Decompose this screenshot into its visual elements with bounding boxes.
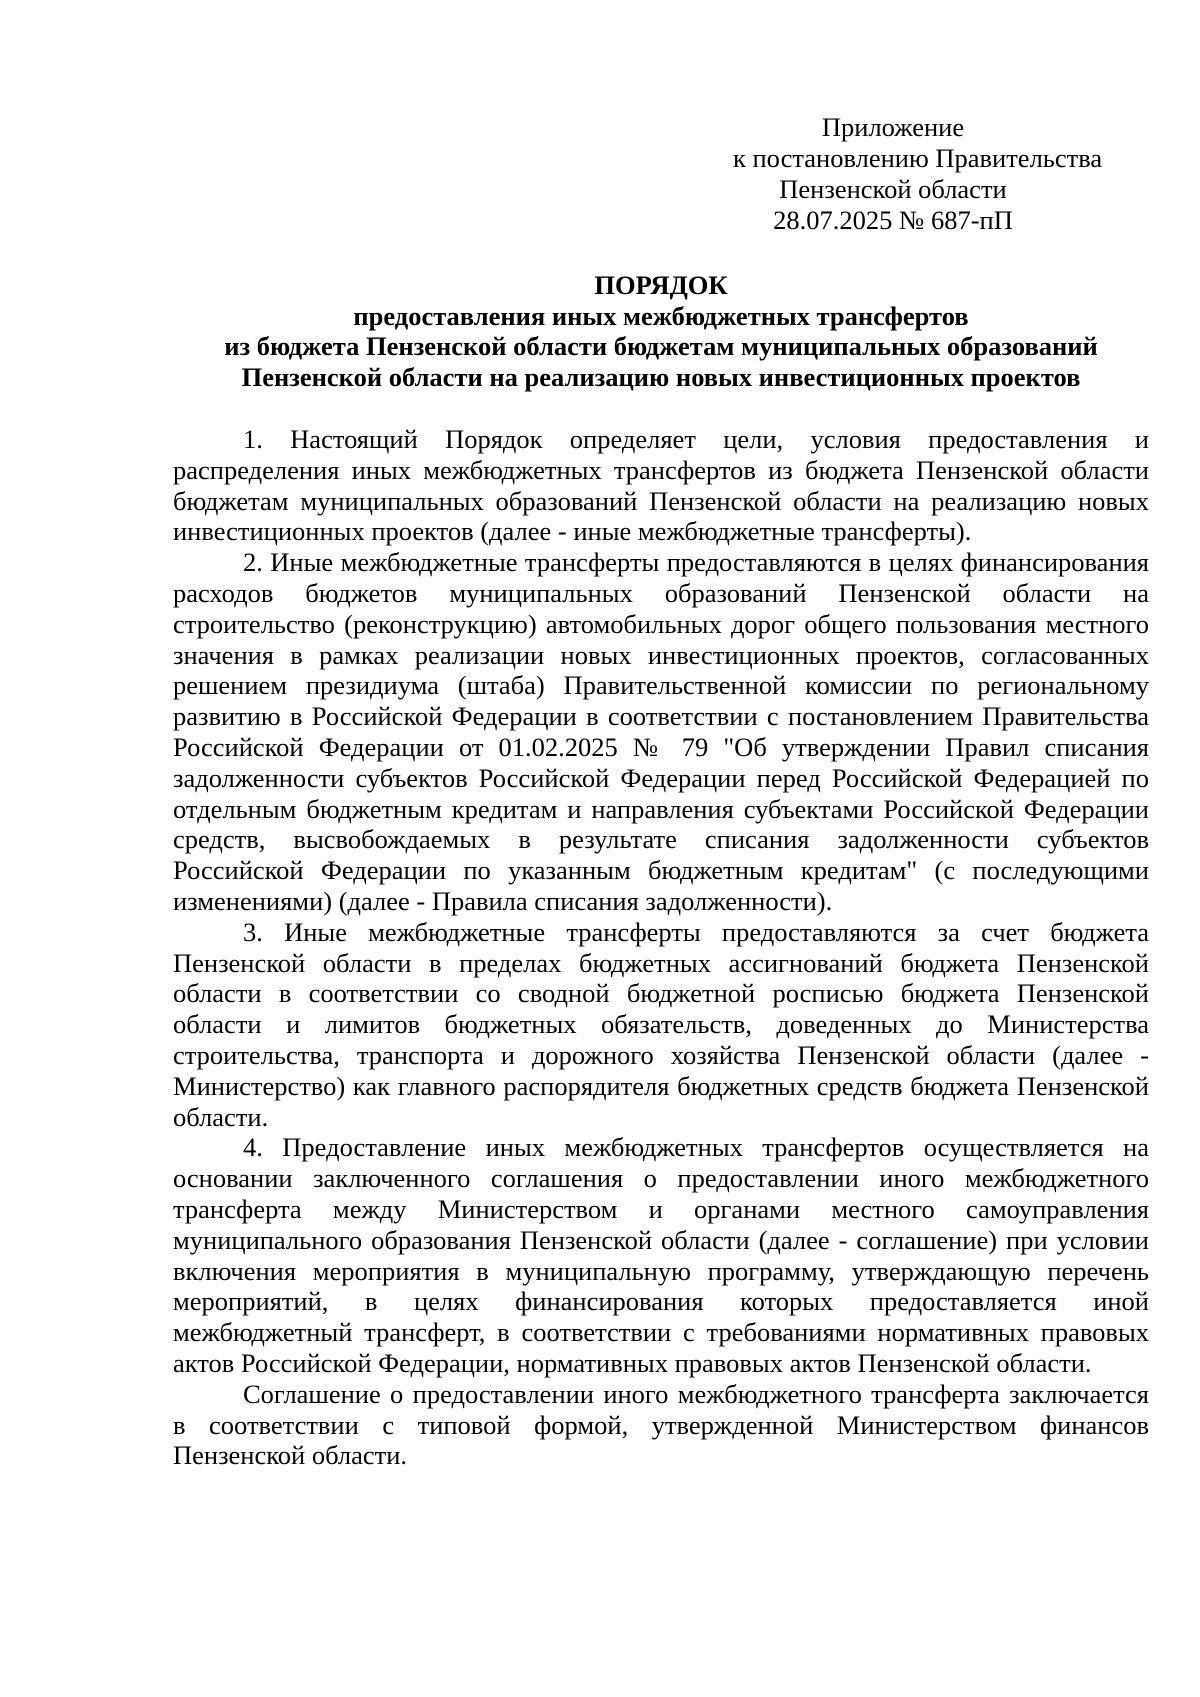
paragraph-5: Соглашение о предоставлении иного межбюджетного трансферта заключается в соответствии с типовой формой, утвержденной Министерством финансов Пензенской области.: [173, 1378, 1149, 1471]
paragraph-4: 4. Предоставление иных межбюджетных трансфертов осуществляется на основании заключенного соглашения о предоставлении иного межбюджетного трансферта между Министерством и органами местного самоуправления муниципального образования Пензенской области (далее - соглашение) при условии включения мероприятия в муниципальную программу, утверждающую перечень мероприятий, в целях финансирования которых предоставляется иной межбюджетный трансферт, в соответствии с требованиями нормативных правовых актов Российской Федерации, нормативных правовых актов Пензенской области.: [173, 1132, 1149, 1378]
paragraph-1: 1. Настоящий Порядок определяет цели, условия предоставления и распределения иных межбюджетных трансфертов из бюджета Пензенской области бюджетам муниципальных образований Пензенской области на реализацию новых инвестиционных проектов (далее - иные межбюджетные трансферты).: [173, 424, 1149, 547]
appendix-region: Пензенской области: [779, 174, 1007, 204]
document-title: [173, 270, 1149, 392]
document-body: [173, 424, 1149, 1471]
title-line-3: Пензенской области на реализацию новых инвестиционных проектов: [241, 361, 1081, 392]
title-line-2: из бюджета Пензенской области бюджетам муниципальных образований: [224, 331, 1098, 361]
appendix-resolution-ref: к постановлению Правительства: [733, 143, 1103, 173]
appendix-label: Приложение: [821, 112, 965, 142]
document-page: [173, 0, 1149, 1697]
paragraph-2: 2. Иные межбюджетные трансферты предоставляются в целях финансирования расходов бюджетов муниципальных образований Пензенской области на строительство (реконструкцию) автомобильных дорог общего пользования местного значения в рамках реализации новых инвестиционных проектов, согласованных решением президиума (штаба) Правительственной комиссии по региональному развитию в Российской Федерации в соответствии с постановлением Правительства Российской Федерации от 01.02.2025 № 79 "Об утверждении Правил списания задолженности субъектов Российской Федерации перед Российской Федерацией по отдельным бюджетным кредитам и направления субъектами Российской Федерации средств, высвобождаемых в результате списания задолженности субъектов Российской Федерации по указанным бюджетным кредитам" (с последующими изменениями) (далее - Правила списания задолженности).: [173, 547, 1149, 916]
appendix-block: [733, 112, 1103, 236]
appendix-date-number: 28.07.2025 № 687-пП: [773, 205, 1013, 235]
title-heading: ПОРЯДОК: [594, 270, 728, 300]
title-line-1: предоставления иных межбюджетных трансфертов: [353, 300, 969, 331]
paragraph-3: 3. Иные межбюджетные трансферты предоставляются за счет бюджета Пензенской области в пределах бюджетных ассигнований бюджета Пензенской области в соответствии со сводной бюджетной росписью бюджета Пензенской области и лимитов бюджетных обязательств, доведенных до Министерства строительства, транспорта и дорожного хозяйства Пензенской области (далее - Министерство) как главного распорядителя бюджетных средств бюджета Пензенской области.: [173, 916, 1149, 1132]
